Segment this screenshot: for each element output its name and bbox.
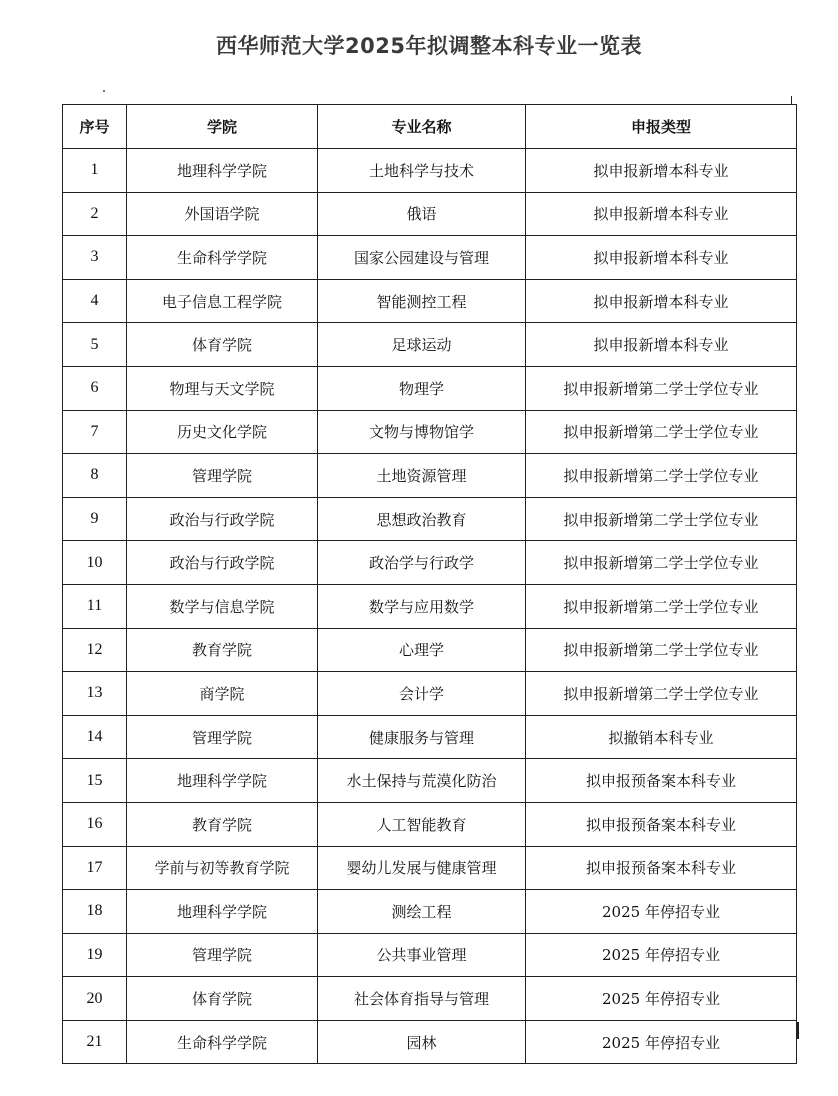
row-application-type: 拟申报新增第二学士学位专业 [526, 672, 797, 716]
row-major-name: 园林 [318, 1020, 526, 1064]
table-row [63, 715, 797, 759]
table-row [63, 149, 797, 193]
row-application-type: 2025 年停招专业 [526, 933, 797, 977]
row-index: 20 [63, 977, 127, 1021]
row-application-type: 拟申报新增本科专业 [526, 192, 797, 236]
row-index: 6 [63, 366, 127, 410]
row-application-type: 拟申报新增本科专业 [526, 236, 797, 280]
row-college: 外国语学院 [127, 192, 318, 236]
row-major-name: 健康服务与管理 [318, 715, 526, 759]
row-application-type: 拟申报新增第二学士学位专业 [526, 497, 797, 541]
row-college: 管理学院 [127, 715, 318, 759]
row-major-name: 人工智能教育 [318, 802, 526, 846]
row-major-name: 物理学 [318, 366, 526, 410]
row-index: 13 [63, 672, 127, 716]
row-major-name: 会计学 [318, 672, 526, 716]
row-college: 教育学院 [127, 802, 318, 846]
table-row [63, 236, 797, 280]
row-college: 体育学院 [127, 977, 318, 1021]
row-application-type: 拟申报新增第二学士学位专业 [526, 584, 797, 628]
header-application-type: 申报类型 [526, 105, 797, 149]
row-application-type: 拟申报新增第二学士学位专业 [526, 628, 797, 672]
row-index: 16 [63, 802, 127, 846]
row-major-name: 社会体育指导与管理 [318, 977, 526, 1021]
scan-edge-mark [797, 1022, 799, 1039]
row-college: 历史文化学院 [127, 410, 318, 454]
table-row [63, 759, 797, 803]
row-index: 3 [63, 236, 127, 280]
row-application-type: 拟申报新增第二学士学位专业 [526, 454, 797, 498]
row-college: 学前与初等教育学院 [127, 846, 318, 890]
row-application-type: 2025 年停招专业 [526, 977, 797, 1021]
row-index: 10 [63, 541, 127, 585]
row-college: 政治与行政学院 [127, 497, 318, 541]
row-application-type: 拟申报新增第二学士学位专业 [526, 366, 797, 410]
row-college: 教育学院 [127, 628, 318, 672]
row-application-type: 拟申报预备案本科专业 [526, 846, 797, 890]
table-row [63, 366, 797, 410]
row-major-name: 智能测控工程 [318, 279, 526, 323]
table-row [63, 410, 797, 454]
row-index: 11 [63, 584, 127, 628]
row-major-name: 公共事业管理 [318, 933, 526, 977]
row-application-type: 拟申报新增本科专业 [526, 279, 797, 323]
header-index: 序号 [63, 105, 127, 149]
row-index: 4 [63, 279, 127, 323]
row-college: 数学与信息学院 [127, 584, 318, 628]
row-major-name: 土地科学与技术 [318, 149, 526, 193]
row-college: 体育学院 [127, 323, 318, 367]
row-index: 17 [63, 846, 127, 890]
table-row [63, 1020, 797, 1064]
table-row [63, 802, 797, 846]
header-college: 学院 [127, 105, 318, 149]
majors-table [62, 104, 797, 1064]
row-major-name: 测绘工程 [318, 890, 526, 934]
table-row [63, 584, 797, 628]
row-college: 商学院 [127, 672, 318, 716]
row-college: 生命科学学院 [127, 1020, 318, 1064]
row-major-name: 婴幼儿发展与健康管理 [318, 846, 526, 890]
row-college: 管理学院 [127, 454, 318, 498]
table-row [63, 279, 797, 323]
row-application-type: 拟撤销本科专业 [526, 715, 797, 759]
row-major-name: 土地资源管理 [318, 454, 526, 498]
table-row [63, 846, 797, 890]
row-index: 14 [63, 715, 127, 759]
row-major-name: 政治学与行政学 [318, 541, 526, 585]
table-row [63, 454, 797, 498]
row-college: 电子信息工程学院 [127, 279, 318, 323]
table-body [63, 149, 797, 1064]
row-major-name: 心理学 [318, 628, 526, 672]
row-application-type: 拟申报新增本科专业 [526, 323, 797, 367]
row-application-type: 2025 年停招专业 [526, 890, 797, 934]
row-major-name: 国家公园建设与管理 [318, 236, 526, 280]
header-major-name: 专业名称 [318, 105, 526, 149]
row-index: 1 [63, 149, 127, 193]
row-major-name: 文物与博物馆学 [318, 410, 526, 454]
scan-dot [103, 90, 105, 92]
row-college: 管理学院 [127, 933, 318, 977]
row-application-type: 拟申报新增第二学士学位专业 [526, 410, 797, 454]
table-header-row [63, 105, 797, 149]
row-college: 物理与天文学院 [127, 366, 318, 410]
row-college: 政治与行政学院 [127, 541, 318, 585]
table-row [63, 541, 797, 585]
row-college: 生命科学学院 [127, 236, 318, 280]
row-major-name: 足球运动 [318, 323, 526, 367]
row-index: 21 [63, 1020, 127, 1064]
table-row [63, 977, 797, 1021]
row-application-type: 拟申报预备案本科专业 [526, 759, 797, 803]
row-major-name: 思想政治教育 [318, 497, 526, 541]
row-application-type: 拟申报新增本科专业 [526, 149, 797, 193]
table-row [63, 323, 797, 367]
row-index: 2 [63, 192, 127, 236]
document-title: 西华师范大学2025年拟调整本科专业一览表 [216, 34, 642, 58]
row-index: 5 [63, 323, 127, 367]
table-row [63, 890, 797, 934]
table-row [63, 628, 797, 672]
row-index: 19 [63, 933, 127, 977]
row-major-name: 数学与应用数学 [318, 584, 526, 628]
row-index: 8 [63, 454, 127, 498]
row-index: 18 [63, 890, 127, 934]
row-application-type: 2025 年停招专业 [526, 1020, 797, 1064]
table-row [63, 672, 797, 716]
row-college: 地理科学学院 [127, 149, 318, 193]
row-index: 9 [63, 497, 127, 541]
row-major-name: 俄语 [318, 192, 526, 236]
row-index: 15 [63, 759, 127, 803]
row-college: 地理科学学院 [127, 759, 318, 803]
row-application-type: 拟申报预备案本科专业 [526, 802, 797, 846]
row-college: 地理科学学院 [127, 890, 318, 934]
table-row [63, 933, 797, 977]
table-row [63, 192, 797, 236]
row-major-name: 水土保持与荒漠化防治 [318, 759, 526, 803]
row-index: 12 [63, 628, 127, 672]
row-index: 7 [63, 410, 127, 454]
table-row [63, 497, 797, 541]
row-application-type: 拟申报新增第二学士学位专业 [526, 541, 797, 585]
